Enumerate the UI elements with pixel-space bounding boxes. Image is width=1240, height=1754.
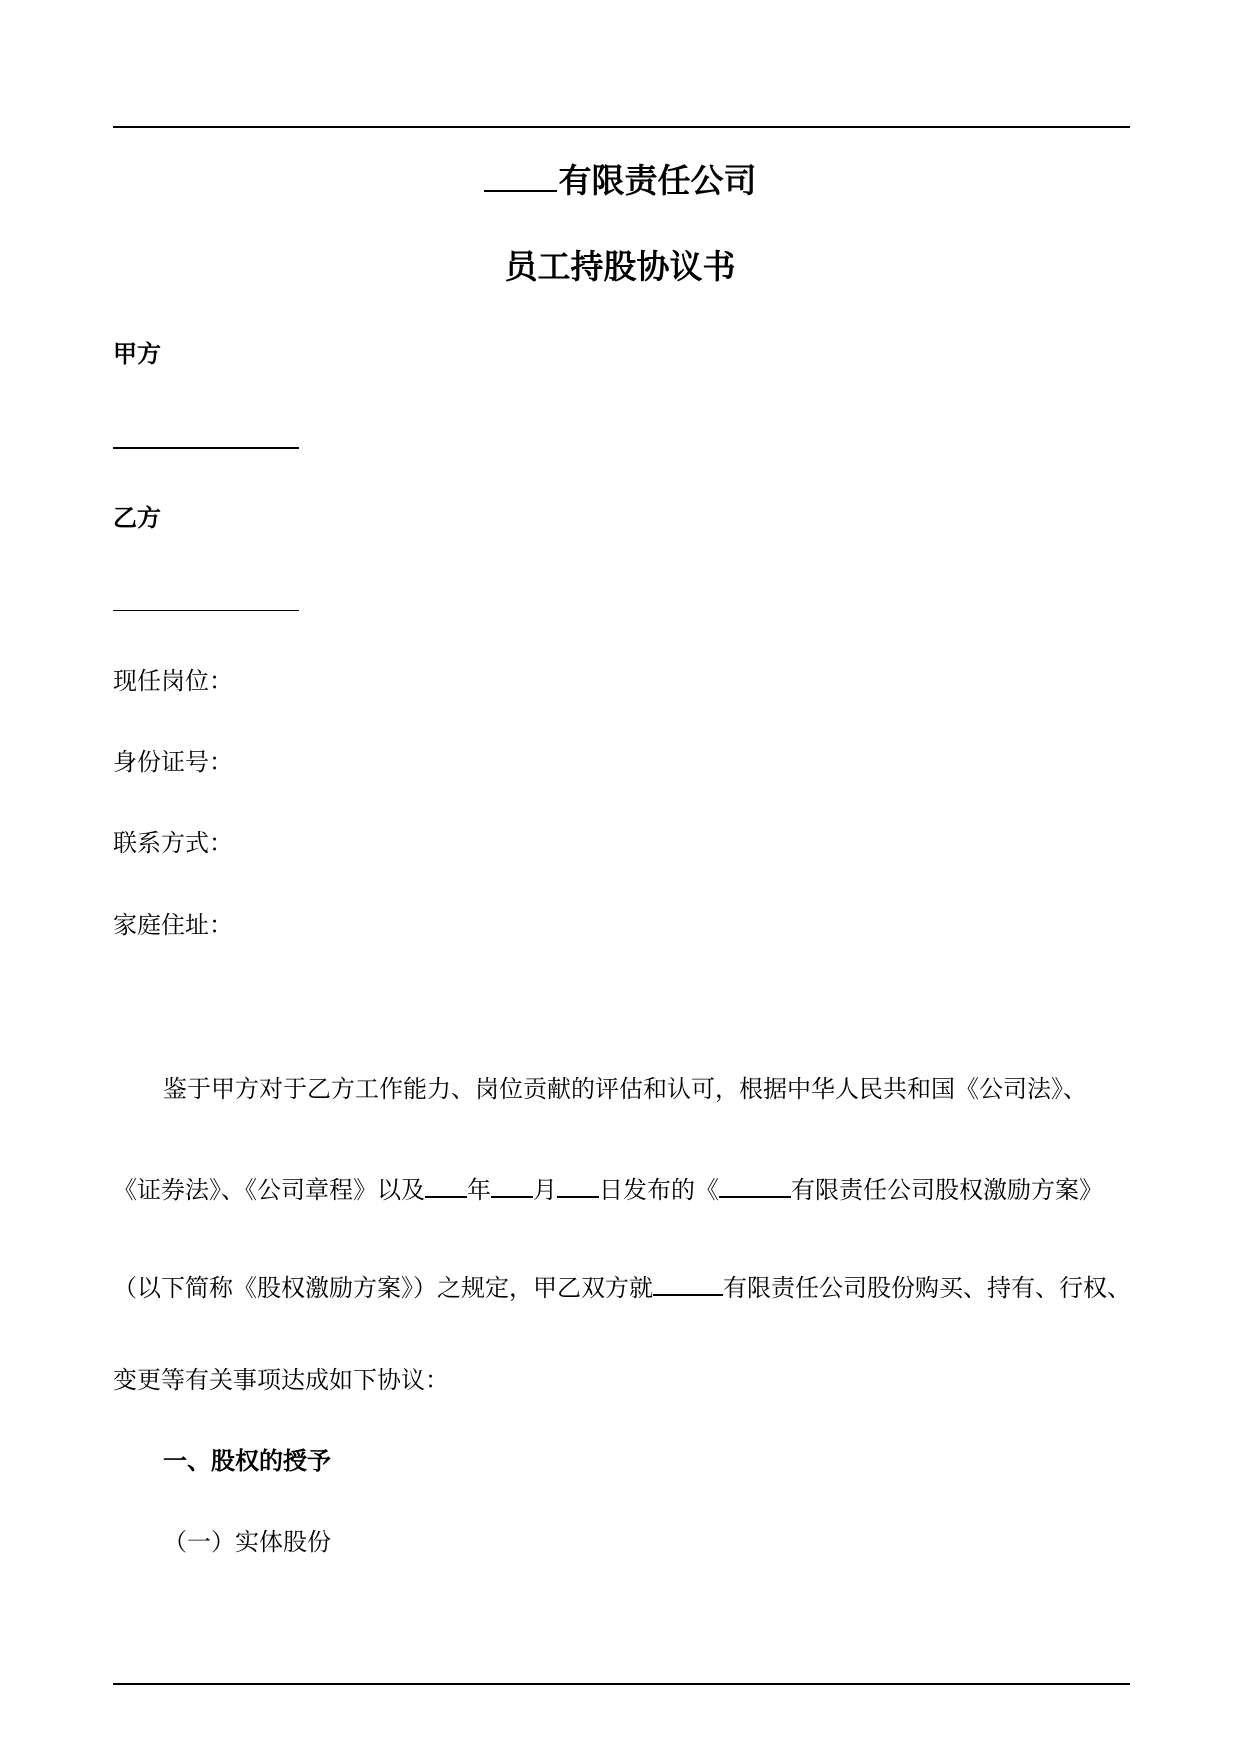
year-blank bbox=[425, 1170, 467, 1198]
party-b-label: 乙方 bbox=[113, 504, 161, 532]
day-label: 日发布的《 bbox=[599, 1176, 719, 1204]
party-a-label: 甲方 bbox=[113, 340, 161, 368]
header-rule bbox=[113, 126, 1130, 128]
share-company-blank bbox=[653, 1268, 723, 1296]
preamble-line-2 bbox=[113, 1170, 1103, 1205]
company-name-blank bbox=[484, 160, 557, 192]
party-a-blank-line bbox=[113, 447, 299, 449]
month-label: 月 bbox=[533, 1176, 557, 1204]
preamble-line-3-tail: 有限责任公司股份购买、持有、行权、 bbox=[723, 1274, 1131, 1302]
document-title: 员工持股协议书 bbox=[504, 247, 736, 286]
position-field: 现任岗位： bbox=[113, 667, 233, 695]
id-number-field: 身份证号： bbox=[113, 748, 233, 776]
section-1-heading: 一、股权的授予 bbox=[163, 1447, 331, 1475]
footer-rule bbox=[113, 1683, 1130, 1685]
preamble-line-3 bbox=[113, 1268, 1131, 1303]
company-suffix: 有限责任公司 bbox=[558, 161, 757, 200]
section-1-subheading: （一）实体股份 bbox=[163, 1528, 331, 1556]
preamble-line-1: 鉴于甲方对于乙方工作能力、岗位贡献的评估和认可，根据中华人民共和国《公司法》、 bbox=[163, 1075, 1087, 1103]
preamble-line-2-tail: 有限责任公司股权激励方案》 bbox=[791, 1176, 1103, 1204]
day-blank bbox=[557, 1170, 599, 1198]
address-field: 家庭住址： bbox=[113, 911, 233, 939]
plan-company-blank bbox=[719, 1170, 791, 1198]
preamble-line-4: 变更等有关事项达成如下协议： bbox=[113, 1366, 449, 1394]
company-title bbox=[0, 160, 1240, 201]
preamble-line-3-lead: （以下简称《股权激励方案》）之规定，甲乙双方就 bbox=[113, 1274, 653, 1302]
preamble-line-2-lead: 《证券法》、《公司章程》以及 bbox=[113, 1176, 425, 1204]
contact-field: 联系方式： bbox=[113, 829, 233, 857]
party-b-blank-line bbox=[113, 610, 299, 611]
year-label: 年 bbox=[467, 1176, 491, 1204]
month-blank bbox=[491, 1170, 533, 1198]
